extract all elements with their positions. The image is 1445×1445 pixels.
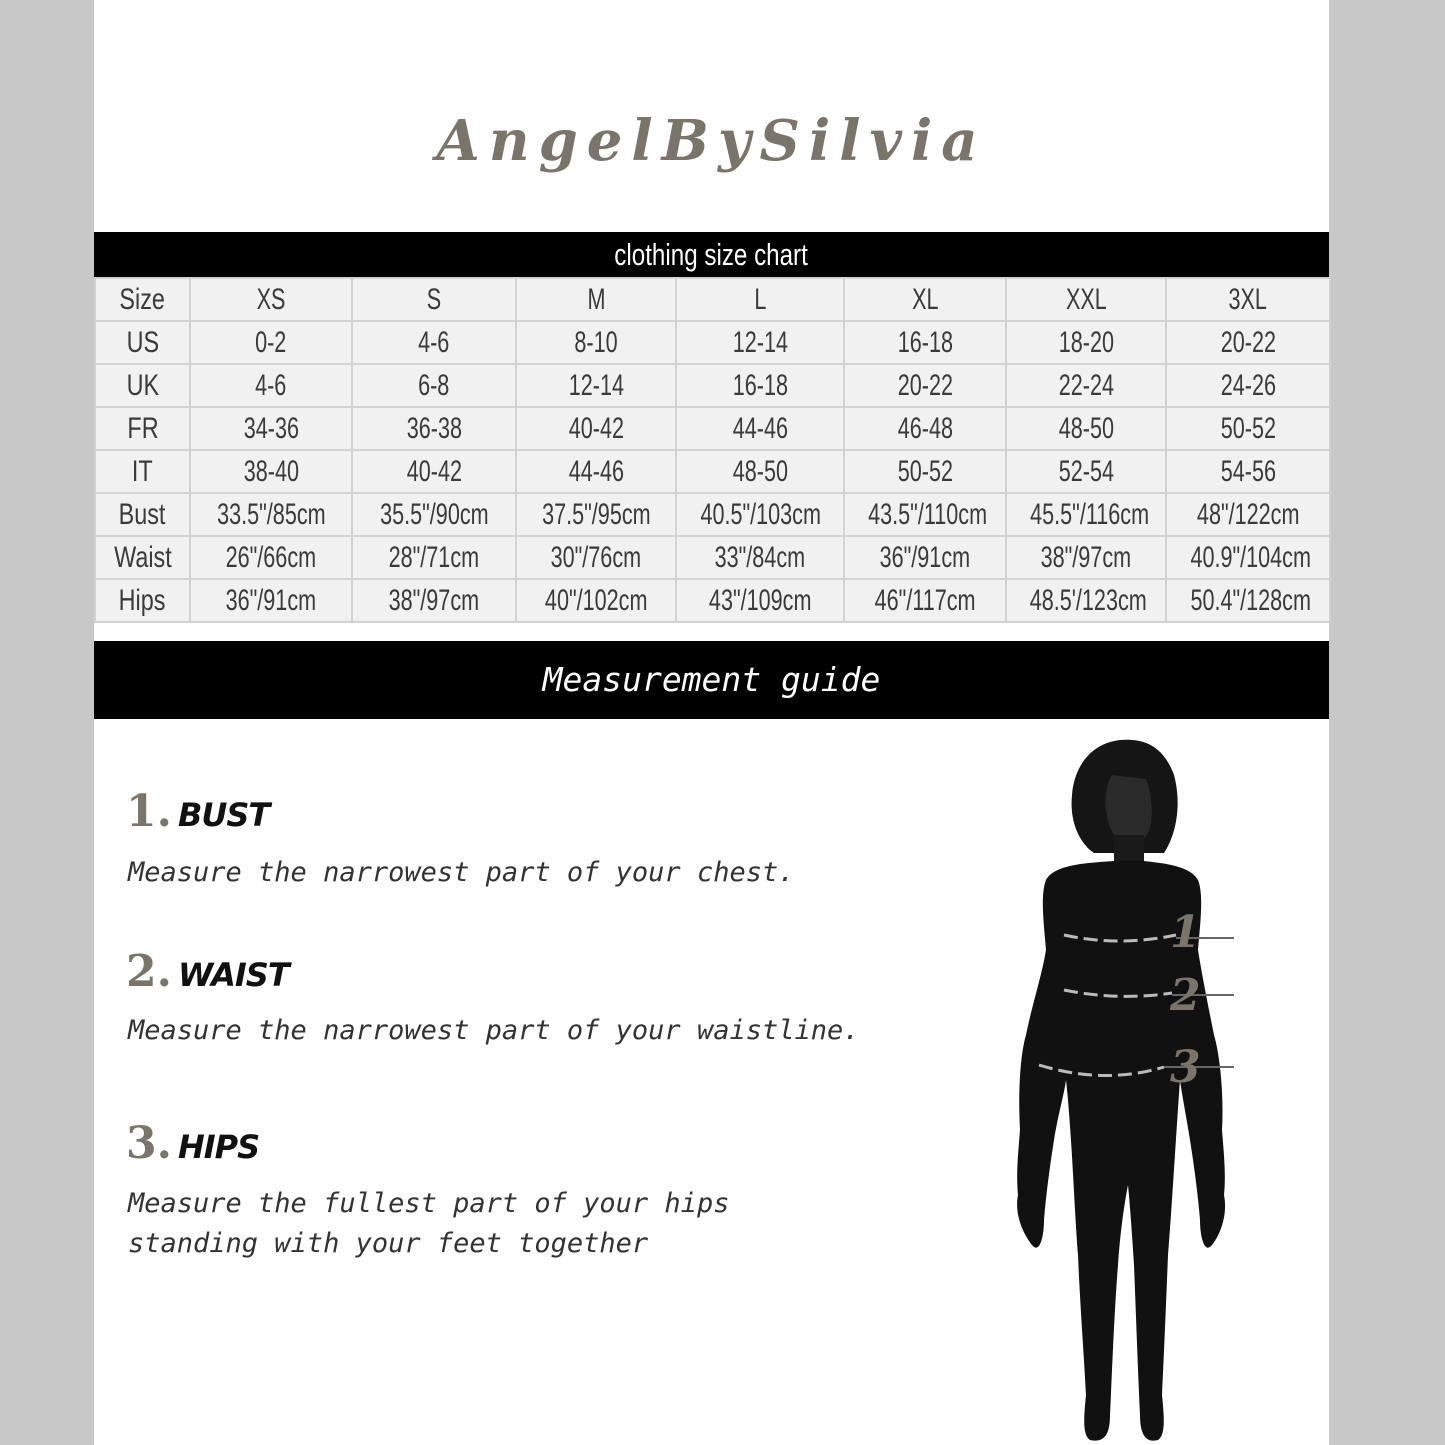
cell-text: 43"/109cm — [708, 583, 812, 617]
size-cell — [190, 450, 352, 493]
size-cell — [190, 278, 352, 321]
cell-text: 50-52 — [897, 454, 953, 488]
callout-waist: 2 — [1170, 970, 1201, 1021]
size-cell — [844, 321, 1006, 364]
step-bust-description: Measure the narrowest part of your chest. — [128, 857, 795, 888]
size-cell — [516, 450, 676, 493]
size-cell — [516, 278, 676, 321]
size-cell — [352, 278, 516, 321]
step-waist-description: Measure the narrowest part of your waistline. — [128, 1015, 860, 1046]
size-cell — [844, 536, 1006, 579]
cell-text: 28"/71cm — [388, 540, 480, 574]
size-cell — [352, 536, 516, 579]
cell-text: 36-38 — [406, 411, 462, 445]
cell-text: 40-42 — [568, 411, 624, 445]
cell-text: M — [587, 282, 605, 316]
cell-text: 54-56 — [1220, 454, 1276, 488]
cell-text: Waist — [113, 540, 172, 574]
cell-text: 6-8 — [418, 368, 450, 402]
cell-text: 48"/122cm — [1196, 497, 1300, 531]
size-cell — [190, 407, 352, 450]
row-label-cell — [95, 579, 190, 622]
size-cell — [352, 364, 516, 407]
cell-text: 4-6 — [255, 368, 287, 402]
cell-text: 48-50 — [1058, 411, 1114, 445]
row-label-cell — [95, 450, 190, 493]
cell-text: 38-40 — [243, 454, 299, 488]
cell-text: 45.5"/116cm — [1030, 497, 1150, 531]
step-name: WAIST — [177, 956, 289, 994]
cell-text: 33"/84cm — [714, 540, 806, 574]
size-cell — [352, 450, 516, 493]
cell-text: Bust — [119, 497, 166, 531]
size-cell — [676, 579, 844, 622]
size-cell — [1166, 321, 1330, 364]
cell-text: L — [753, 282, 767, 316]
size-cell — [516, 407, 676, 450]
step-waist-heading — [126, 946, 289, 997]
cell-text: Hips — [119, 583, 166, 617]
size-chart-title-bar — [94, 232, 1329, 277]
cell-text: 16-18 — [732, 368, 788, 402]
size-cell — [516, 579, 676, 622]
cell-text: IT — [132, 454, 153, 488]
cell-text: 48-50 — [732, 454, 788, 488]
callout-bust: 1 — [1170, 907, 1201, 958]
size-row — [95, 579, 1330, 622]
size-cell — [676, 536, 844, 579]
size-cell — [844, 493, 1006, 536]
size-cell — [352, 321, 516, 364]
cell-text: US — [126, 325, 159, 359]
size-chart-title: clothing size chart — [614, 237, 809, 272]
size-cell — [676, 493, 844, 536]
size-cell — [676, 364, 844, 407]
size-cell — [516, 321, 676, 364]
size-cell — [1166, 364, 1330, 407]
callout-hips: 3 — [1170, 1042, 1201, 1093]
step-number: 3. — [126, 1118, 172, 1169]
size-cell — [676, 407, 844, 450]
cell-text: 38"/97cm — [388, 583, 480, 617]
cell-text: 30"/76cm — [550, 540, 642, 574]
size-cell — [844, 450, 1006, 493]
brand-title: AngelBySilvia — [436, 108, 987, 174]
cell-text: 8-10 — [574, 325, 618, 359]
cell-text: 40"/102cm — [544, 583, 648, 617]
size-cell — [190, 579, 352, 622]
size-cell — [1006, 278, 1166, 321]
cell-text: FR — [126, 411, 159, 445]
cell-text: 18-20 — [1058, 325, 1114, 359]
cell-text: 38"/97cm — [1040, 540, 1132, 574]
size-cell — [1006, 321, 1166, 364]
size-chart-sheet — [94, 0, 1329, 1445]
cell-text: 48.5'/123cm — [1029, 583, 1147, 617]
step-hips-heading — [126, 1118, 259, 1169]
size-cell — [516, 493, 676, 536]
cell-text: XS — [256, 282, 286, 316]
cell-text: Size — [119, 282, 166, 316]
cell-text: 46-48 — [897, 411, 953, 445]
size-cell — [1006, 364, 1166, 407]
size-row — [95, 493, 1330, 536]
cell-text: 22-24 — [1058, 368, 1114, 402]
size-cell — [190, 321, 352, 364]
size-cell — [1166, 579, 1330, 622]
cell-text: 0-2 — [255, 325, 287, 359]
cell-text: 46"/117cm — [874, 583, 976, 617]
cell-text: 40-42 — [406, 454, 462, 488]
cell-text: 33.5"/85cm — [216, 497, 326, 531]
cell-text: 3XL — [1228, 282, 1268, 316]
cell-text: 4-6 — [418, 325, 450, 359]
step-number: 2. — [126, 946, 172, 997]
size-table — [94, 277, 1331, 623]
size-cell — [1006, 407, 1166, 450]
cell-text: 43.5"/110cm — [868, 497, 988, 531]
cell-text: UK — [126, 368, 159, 402]
size-cell — [190, 364, 352, 407]
size-cell — [676, 450, 844, 493]
size-cell — [1006, 450, 1166, 493]
size-row — [95, 536, 1330, 579]
size-row — [95, 364, 1330, 407]
cell-text: 35.5"/90cm — [379, 497, 489, 531]
size-cell — [844, 278, 1006, 321]
row-label-cell — [95, 536, 190, 579]
size-row — [95, 321, 1330, 364]
cell-text: 40.9"/104cm — [1190, 540, 1311, 574]
cell-text: 20-22 — [1220, 325, 1276, 359]
cell-text: 34-36 — [243, 411, 299, 445]
cell-text: XL — [911, 282, 939, 316]
cell-text: 16-18 — [897, 325, 953, 359]
size-cell — [1006, 579, 1166, 622]
size-cell — [1006, 493, 1166, 536]
step-name: HIPS — [177, 1128, 260, 1166]
size-cell — [1166, 278, 1330, 321]
size-cell — [352, 579, 516, 622]
row-label-cell — [95, 407, 190, 450]
size-cell — [1166, 407, 1330, 450]
size-cell — [1166, 493, 1330, 536]
size-row — [95, 450, 1330, 493]
size-cell — [352, 407, 516, 450]
cell-text: 12-14 — [568, 368, 624, 402]
size-cell — [676, 321, 844, 364]
size-header-row — [95, 278, 1330, 321]
size-row — [95, 407, 1330, 450]
size-cell — [516, 364, 676, 407]
size-cell — [1166, 536, 1330, 579]
cell-text: 44-46 — [732, 411, 788, 445]
cell-text: 40.5"/103cm — [700, 497, 821, 531]
cell-text: 20-22 — [897, 368, 953, 402]
size-cell — [1006, 536, 1166, 579]
cell-text: 24-26 — [1220, 368, 1276, 402]
step-name: BUST — [177, 796, 270, 834]
size-cell — [844, 364, 1006, 407]
cell-text: S — [426, 282, 442, 316]
size-cell — [190, 536, 352, 579]
step-bust-heading — [126, 786, 269, 837]
measurement-guide-title: Measurement guide — [542, 660, 881, 699]
row-label-cell — [95, 321, 190, 364]
cell-text: 52-54 — [1058, 454, 1114, 488]
cell-text: XXL — [1065, 282, 1107, 316]
cell-text: 12-14 — [732, 325, 788, 359]
size-cell — [516, 536, 676, 579]
measurement-guide-bar — [94, 641, 1329, 719]
cell-text: 50-52 — [1220, 411, 1276, 445]
cell-text: 36"/91cm — [225, 583, 317, 617]
step-number: 1. — [126, 786, 172, 837]
size-cell — [352, 493, 516, 536]
size-cell — [1166, 450, 1330, 493]
row-label-cell — [95, 278, 190, 321]
size-cell — [844, 579, 1006, 622]
size-cell — [844, 407, 1006, 450]
cell-text: 50.4"/128cm — [1190, 583, 1311, 617]
cell-text: 36"/91cm — [879, 540, 971, 574]
cell-text: 44-46 — [568, 454, 624, 488]
cell-text: 26"/66cm — [225, 540, 317, 574]
size-cell — [190, 493, 352, 536]
step-hips-description: Measure the fullest part of your hips standing with your feet together — [128, 1188, 730, 1259]
row-label-cell — [95, 364, 190, 407]
cell-text: 37.5"/95cm — [541, 497, 651, 531]
size-cell — [676, 278, 844, 321]
row-label-cell — [95, 493, 190, 536]
